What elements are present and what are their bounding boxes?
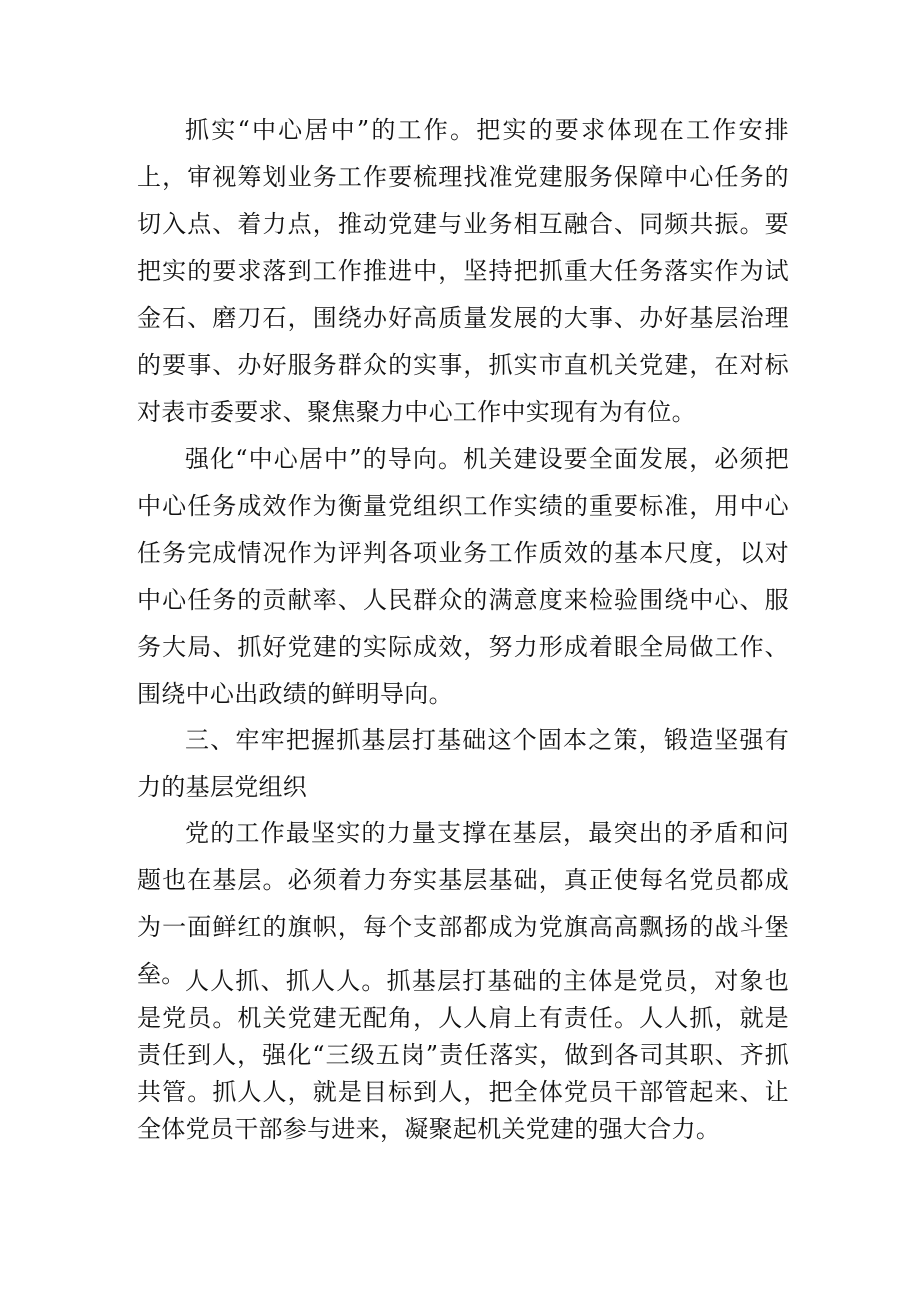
paragraph-grassroots: 党的工作最坚实的力量支撑在基层，最突出的矛盾和问题也在基层。必须着力夯实基层基础，真正使每名党员都成为一面鲜红的旗帜，每个支部都成为党旗高高飘扬的战斗堡垒。 — [137, 819, 789, 988]
paragraph-center-work: 抓实“中心居中”的工作。把实的要求体现在工作安排上，审视筹划业务工作要梳理找准党建服务保障中心任务的切入点、着力点，推动党建与业务相互融合、同频共振。要把实的要求落到工作推进中，坚持把抓重大任务落实作为试金石、磨刀石，围绕办好高质量发展的大事、办好基层治理的要事、办好服务群众的实事，抓实市直机关党建，在对标对表市委要求、聚焦聚力中心工作中实现有为有位。 — [137, 116, 789, 426]
paragraph-center-orientation: 强化“中心居中”的导向。机关建设要全面发展，必须把中心任务成效作为衡量党组织工作实绩的重要标准，用中心任务完成情况作为评判各项业务工作质效的基本尺度，以对中心任务的贡献率、人民群众的满意度来检验围绕中心、服务大局、抓好党建的实际成效，努力形成着眼全局做工作、围绕中心出政绩的鲜明导向。 — [137, 445, 789, 708]
paragraph-everyone-grasp: 人人抓、抓人人。抓基层打基础的主体是党员，对象也是党员。机关党建无配角，人人肩上有责任。人人抓，就是责任到人，强化“三级五岗”责任落实，做到各司其职、齐抓共管。抓人人，就是目标到人，把全体党员干部管起来、让全体党员干部参与进来，凝聚起机关党建的强大合力。 — [137, 967, 789, 1143]
section-heading-three: 三、牢牢把握抓基层打基础这个固本之策，锻造坚强有力的基层党组织 — [137, 726, 789, 801]
